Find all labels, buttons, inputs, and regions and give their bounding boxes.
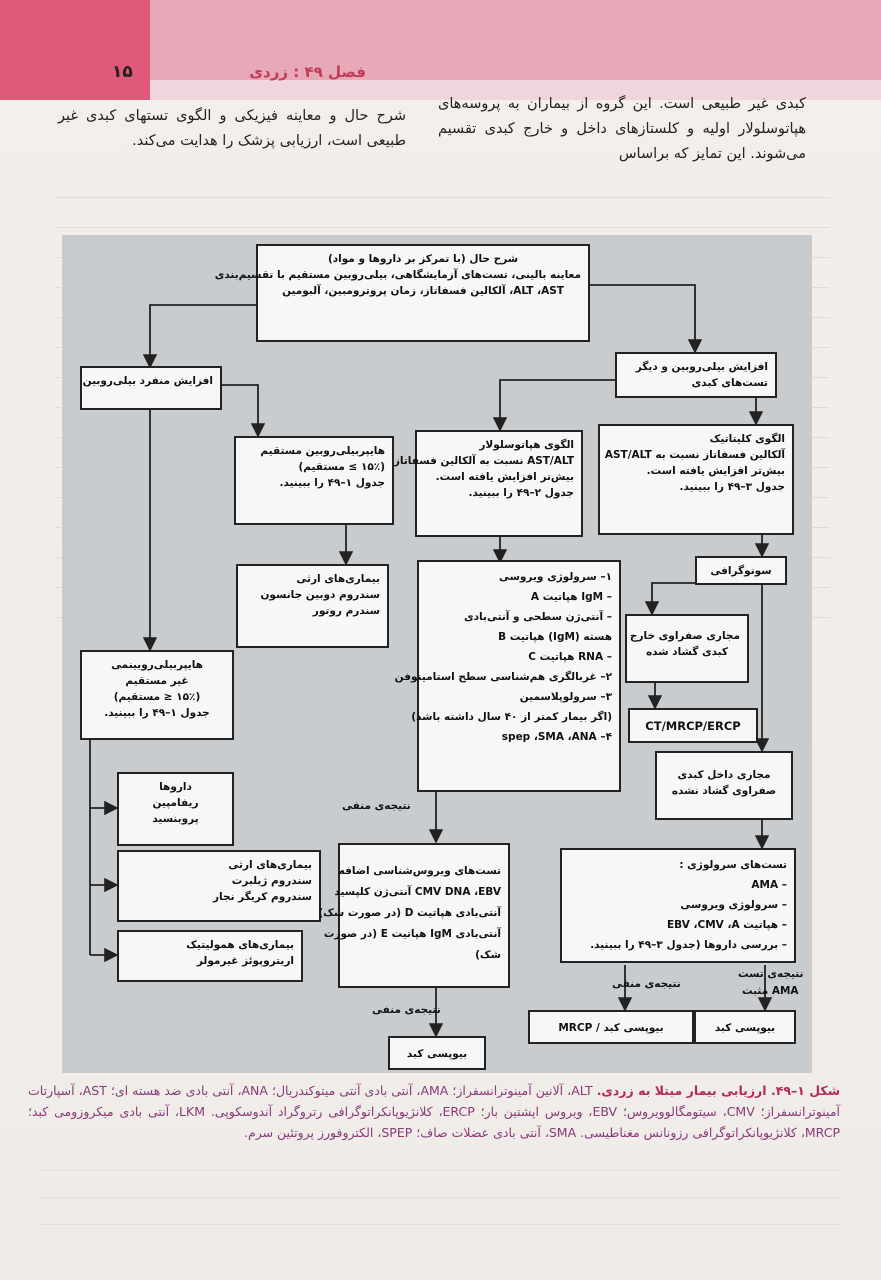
cholestatic-line-2: آلکالین فسفاتاز نسبت به AST/ALT [604,449,785,461]
intrahepatic-not-dilated-line-1: مجاری داخل کبدی [677,769,771,781]
hepatocellular-line-2: AST/ALT نسبت به آلکالین فسفاتاز [393,455,574,467]
extrahepatic-dilated-line-2: کبدی گشاد شده [645,646,729,658]
viral-tests-line-7: ۳– سرولوپلاسمین [519,691,612,703]
hemolytic-line-1: بیماری‌های همولیتیک [186,939,294,951]
drugs-line-2: ریفامپین [152,797,199,809]
serology-line-2: – AMA [751,879,787,891]
hereditary-direct-box [236,564,389,648]
drugs-line-3: پروبنسید [152,813,199,825]
viral-tests-line-9: ۴– spep ،SMA ،ANA [501,731,612,743]
hereditary-direct-line-3: سندرم روتور [312,605,380,617]
indirect-hyperbili-line-4: جدول ۱–۴۹ را ببینید. [104,707,210,719]
viral-tests-line-3: – آنتی‌ژن سطحی و آنتی‌بادی [464,611,612,623]
indirect-hyperbili-box [80,650,234,740]
isolated-bilirubin-label: افزایش منفرد بیلی‌روبین [82,375,213,387]
extra-virology-line-2: CMV DNA ،EBV آنتی‌ژن کلپسید [334,886,501,898]
negative-result-label-3: نتیجه‌ی منفی [372,1004,441,1016]
serology-line-1: تست‌های سرولوژی : [679,859,787,871]
serology-line-4: – هپاتیت EBV ،CMV ،A [667,919,787,931]
chapter-title: فصل ۴۹ : زردی [249,63,366,81]
extrahepatic-dilated-line-1: مجاری صفراوی خارج [629,630,740,642]
direct-hyperbili-line-1: هایپربیلی‌روبین مستقیم [260,445,385,457]
hemolytic-line-2: اریتروپوئز غیرمولر [196,955,294,967]
direct-hyperbili-box [234,436,394,525]
extra-virology-line-5: شک) [475,949,501,961]
start-line-2: معاینه بالینی، تست‌های آزمایشگاهی، بیلی‌روبین مستقیم با تقسیم‌بندی [214,269,581,281]
bilirubin-plus-line-2: تست‌های کبدی [691,377,768,389]
indirect-hyperbili-line-2: غیر مستقیم [125,675,189,687]
extrahepatic-dilated-box [625,614,749,683]
hemolytic-box [117,930,303,982]
hepatocellular-line-3: بیش‌تر افزایش یافته است. [435,471,574,483]
direct-hyperbili-line-3: جدول ۱–۴۹ را ببینید. [279,477,385,489]
drugs-line-1: داروها [159,781,192,793]
bleed-through-text-bottom [40,1150,840,1250]
biopsy-bottom-box [388,1036,486,1070]
extra-virology-line-3: آنتی‌بادی هپاتیت D (در صورت شک) [318,907,501,919]
cholestatic-line-4: جدول ۳–۴۹ را ببینید. [679,481,785,493]
figure-caption-title: شکل ۱–۴۹. ارزیابی بیمار مبتلا به زردی. [596,1083,840,1098]
extra-virology-box [318,843,510,988]
sonography-box [695,556,787,585]
isolated-bilirubin-box [80,366,222,410]
viral-tests-line-8: (اگر بیمار کمتر از ۴۰ سال داشته باشد) [411,711,612,723]
viral-tests-line-4: هسته (IgM) هپاتیت B [498,631,612,643]
negative-result-label-1: نتیجه‌ی منفی [342,800,411,812]
indirect-hyperbili-line-3: (۱۵٪ ≤ مستقیم) [113,691,201,703]
figure-caption-text: ALT، آلانین آمینوترانسفراز؛ AMA، آنتی بادی آنتی میتوکندریال؛ ANA، آنتی بادی ضد هسته ای؛ AST، آسپارتات آمینوترانسفراز؛ CMV، سیتومگالوویروس؛ EBV، ویروس اپشتین بار؛ ERCP، کلانژیوپانکراتوگرافی رتروگراد آندوسکوپی. LKM، آنتی بادی میکروزومی کبد؛ MRCP، کلانژیوپانکراتوگرافی رزونانس مغناطیسی. SMA، آنتی بادی عضلات صاف؛ SPEP، الکتروفورز پروتئین سرم. [28,1083,840,1140]
hepatocellular-line-1: الگوی هپاتوسلولار [479,439,574,451]
figure-caption [28,1080,840,1143]
indirect-hyperbili-line-1: هایپربیلی‌روبینمی [111,659,203,671]
hepatocellular-line-4: جدول ۲–۴۹ را ببینید. [468,487,574,499]
start-line-1: شرح حال (با تمرکز بر داروها و مواد) [327,253,519,265]
hereditary-indirect-line-2: سندروم ژیلبرت [231,875,312,887]
biopsy-right-box [694,1010,796,1044]
hereditary-indirect-line-3: سندروم کریگر نجار [213,891,312,903]
ama-positive-label-2: AMA مثبت [742,985,799,997]
hereditary-direct-line-1: بیماری‌های ارثی [296,573,380,585]
direct-hyperbili-line-2: (۱۵٪ ≥ مستقیم) [298,461,385,473]
viral-tests-box [394,560,621,792]
biopsy-mrcp-label: بیوپسی کبد / MRCP [558,1022,664,1034]
viral-tests-line-1: ۱– سرولوژی ویروسی [498,571,612,583]
body-paragraph-left: شرح حال و معاینه فیزیکی و الگوی تستهای کبدی غیر طبیعی است، ارزیابی پزشک را هدایت می‌کند. [58,108,406,149]
serology-line-5: – بررسی داروها (جدول ۳–۴۹ را ببینید. [590,939,787,951]
ct-mrcp-ercp-box [628,708,758,743]
drugs-box [117,772,234,846]
cholestatic-line-1: الگوی کلیتاتیک [709,433,785,445]
start-box [214,244,590,342]
viral-tests-line-2: – IgM هپاتیت A [530,591,612,603]
body-paragraph-right: کبدی غیر طبیعی است. این گروه از بیماران به پروسه‌های هپاتوسلولار اولیه و کلستازهای داخل و خارج کبدی تقسیم می‌شوند. این تمایز که براساس [438,96,806,162]
hereditary-indirect-line-1: بیماری‌های ارثی [228,859,312,871]
serology-line-3: – سرولوژی ویروسی [680,899,787,911]
cholestatic-line-3: بیش‌تر افزایش یافته است. [646,465,785,477]
cholestatic-box [598,424,794,535]
hereditary-direct-line-2: سندروم دوبین جانسون [260,589,380,601]
biopsy-mrcp-box [528,1010,694,1044]
biopsy-right-label: بیوپسی کبد [714,1022,776,1034]
hereditary-indirect-box [117,850,321,922]
extra-virology-line-1: تست‌های ویروس‌شناسی اضافه [338,865,501,877]
bilirubin-plus-box [615,352,777,398]
bilirubin-plus-line-1: افزایش بیلی‌روبین و دیگر [635,361,768,373]
viral-tests-line-5: – RNA هپاتیت C [528,651,612,663]
ct-mrcp-ercp-label: CT/MRCP/ERCP [645,719,741,733]
biopsy-bottom-label: بیوپسی کبد [406,1048,468,1060]
serology-box [560,848,796,963]
intrahepatic-not-dilated-line-2: صفراوی گشاد نشده [671,785,777,797]
intrahepatic-not-dilated-box [655,751,793,820]
sonography-label: سونوگرافی [710,565,772,577]
hepatocellular-box [393,430,583,537]
viral-tests-line-6: ۲– غربالگری هم‌شناسی سطح استامینوفن [394,671,612,683]
page-number: ۱۵ [112,62,133,82]
ama-positive-label-1: نتیجه‌ی تست [738,968,804,980]
negative-result-label-2: نتیجه‌ی منفی [612,978,681,990]
extra-virology-line-4: آنتی‌بادی IgM هپاتیت E (در صورت [323,928,501,940]
start-line-3: ALT ،AST، آلکالین فسفاتاز، زمان پروترومبین، آلبومین [282,285,564,297]
